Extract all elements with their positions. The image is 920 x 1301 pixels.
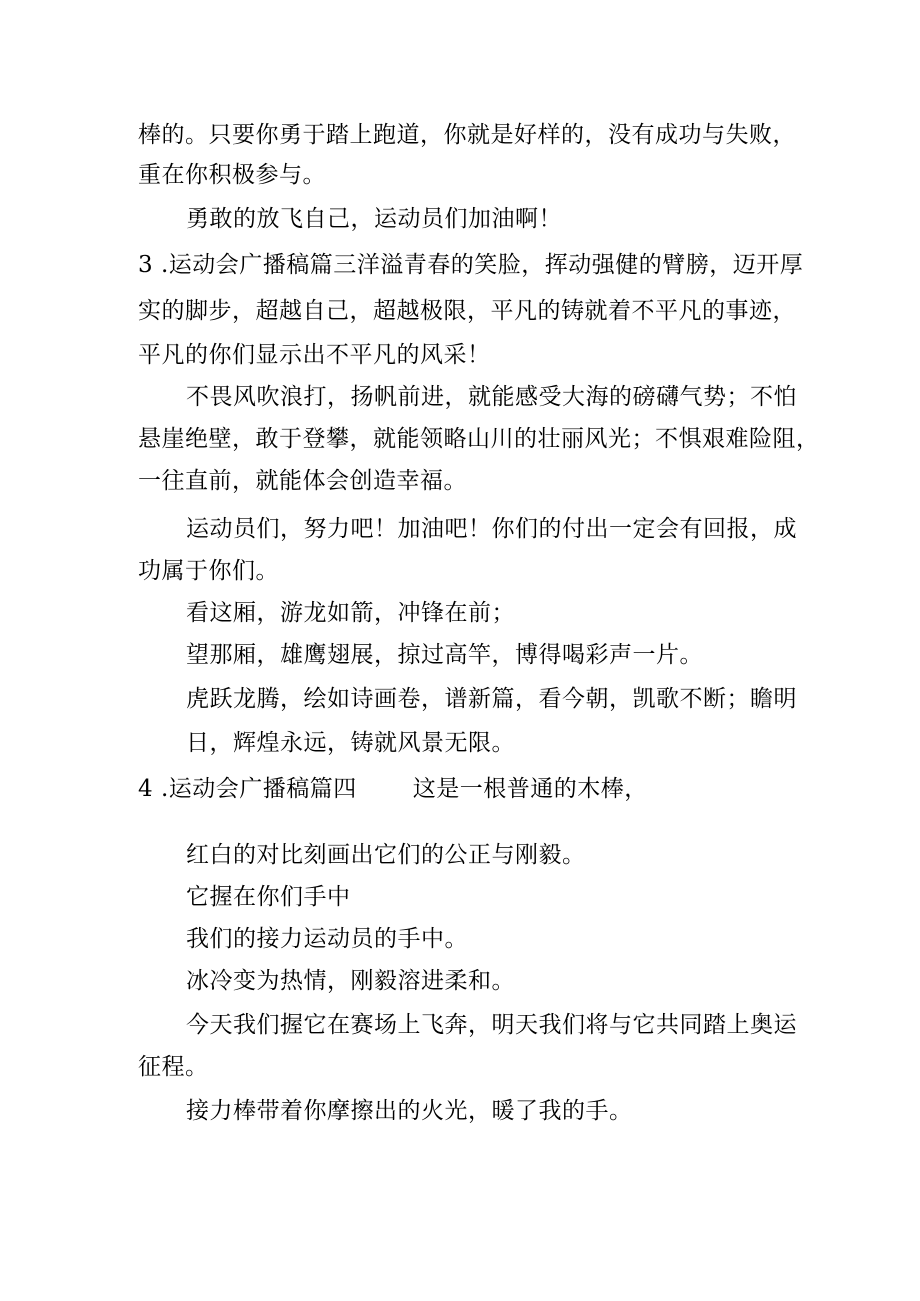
text-line: 它握在你们手中 <box>186 884 351 910</box>
text-line: 运动员们，努力吧！加油吧！你们的付出一定会有回报，成 <box>186 516 797 542</box>
text-line: 重在你积极参与。 <box>138 162 326 188</box>
text-line: 实的脚步，超越自己，超越极限，平凡的铸就着不平凡的事迹， <box>138 298 796 324</box>
text-line: 虎跃龙腾，绘如诗画卷，谱新篇，看今朝，凯歌不断；瞻明 <box>186 686 797 712</box>
text-line: 征程。 <box>138 1054 209 1080</box>
text-line: 接力棒带着你摩擦出的火光，暖了我的手。 <box>186 1098 633 1124</box>
text-line: 平凡的你们显示出不平凡的风采！ <box>138 342 491 368</box>
section-heading-3: 3 .运动会广播稿篇三洋溢青春的笑脸，挥动强健的臂膀，迈开厚 <box>138 252 804 278</box>
text-line: 棒的。只要你勇于踏上跑道，你就是好样的，没有成功与失败， <box>138 122 796 148</box>
text-line: 功属于你们。 <box>138 558 279 584</box>
text-line: 冰冷变为热情，刚毅溶进柔和。 <box>186 968 515 994</box>
text-line: 一往直前，就能体会创造幸福。 <box>138 468 467 494</box>
text-line: 勇敢的放飞自己，运动员们加油啊！ <box>186 206 562 232</box>
text-line: 看这厢，游龙如箭，冲锋在前； <box>186 600 515 626</box>
text-line: 我们的接力运动员的手中。 <box>186 926 468 952</box>
text-line: 不畏风吹浪打，扬帆前进，就能感受大海的磅礴气势；不怕 <box>186 384 797 410</box>
text-line: 红白的对比刻画出它们的公正与刚毅。 <box>186 842 586 868</box>
text-line: 今天我们握它在赛场上飞奔，明天我们将与它共同踏上奥运 <box>186 1012 797 1038</box>
section-heading-4 <box>138 774 648 804</box>
section-heading-4-title: 4 .运动会广播稿篇四 <box>138 776 357 802</box>
section-heading-4-text: 这是一根普通的木棒， <box>412 776 648 802</box>
text-line: 日，辉煌永远，铸就风景无限。 <box>186 730 515 756</box>
text-line: 悬崖绝壁，敢于登攀，就能领略山川的壮丽风光；不惧艰难险阻， <box>138 426 820 452</box>
text-line: 望那厢，雄鹰翅展，掠过高竿，博得喝彩声一片。 <box>186 642 703 668</box>
